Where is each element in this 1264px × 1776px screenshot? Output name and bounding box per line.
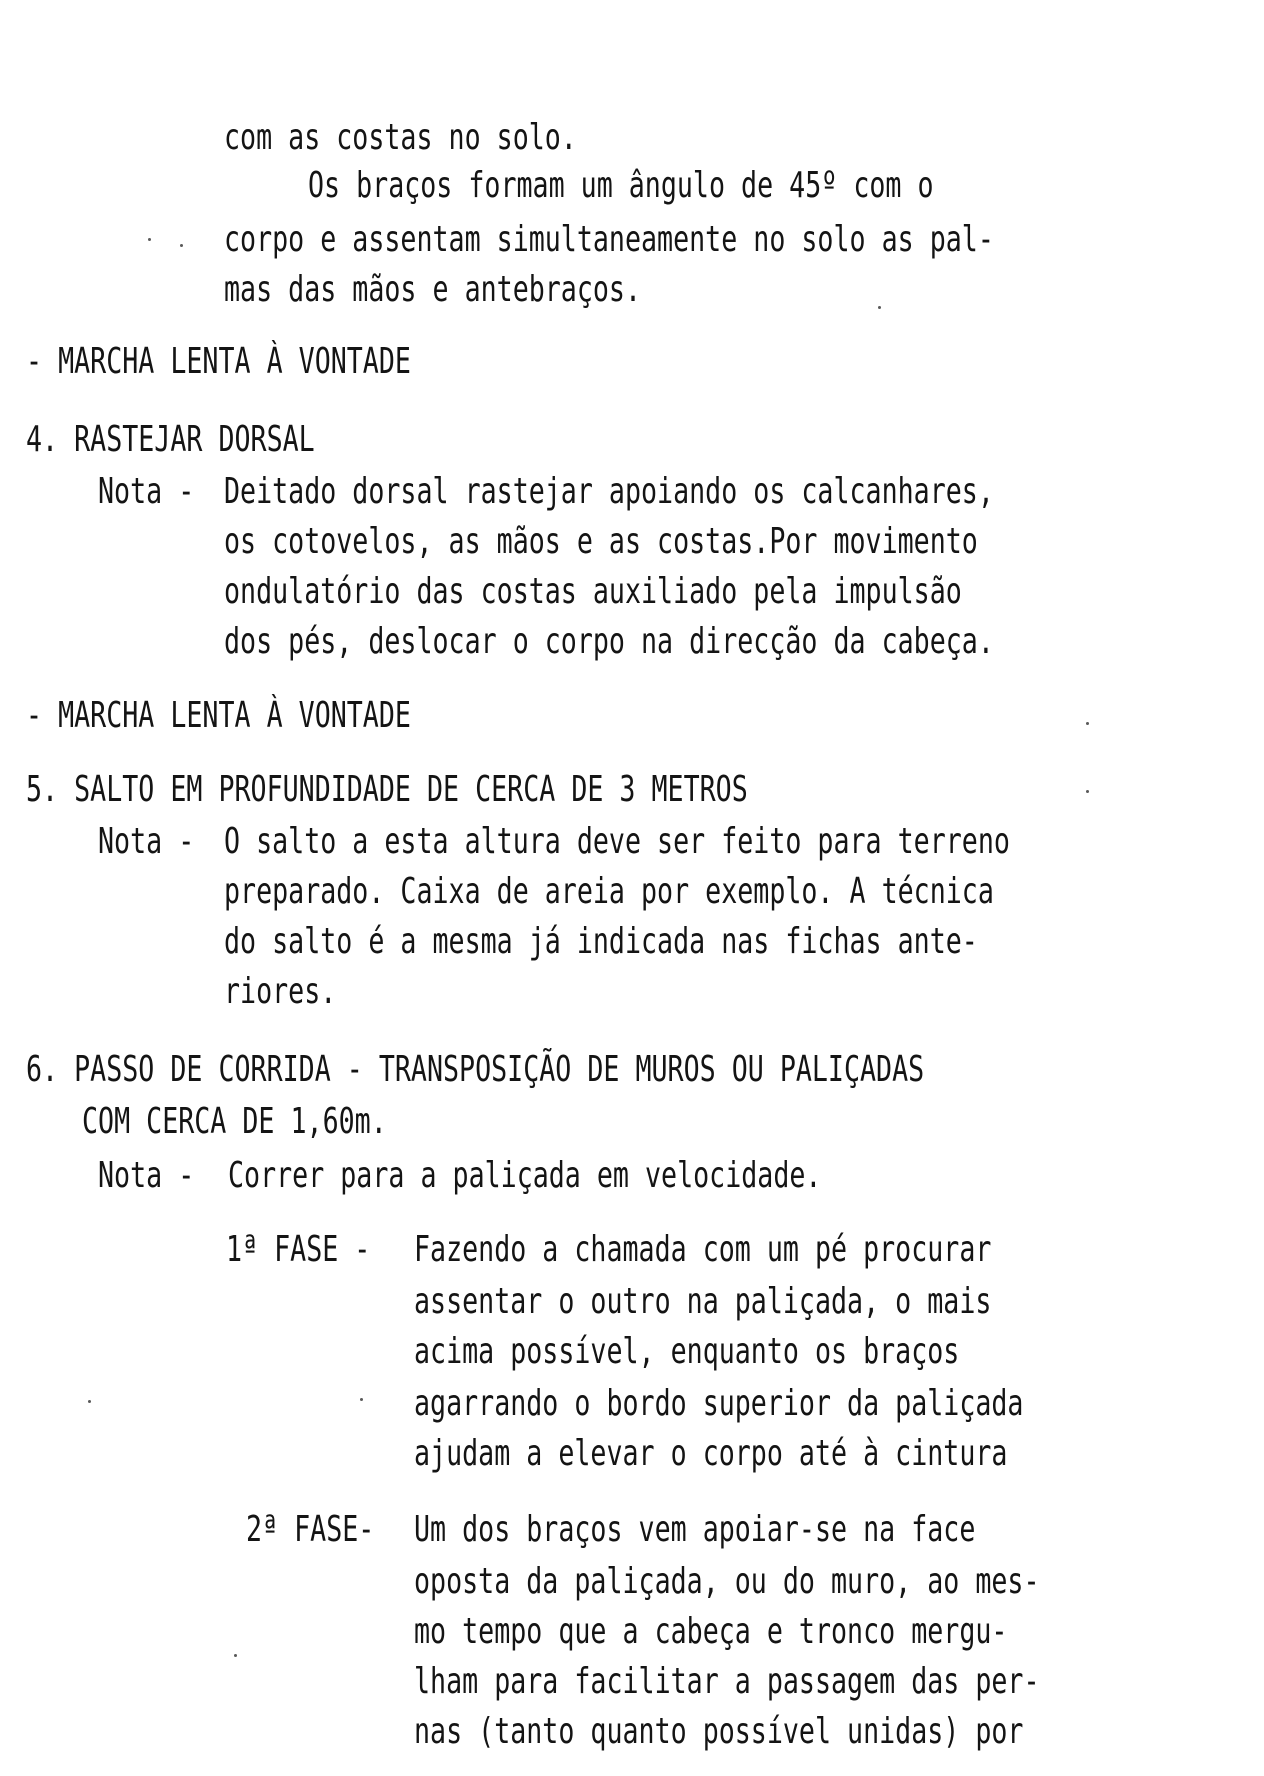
scan-speck [88,1400,91,1403]
section-6-heading-line-2: COM CERCA DE 1,60m. [82,1101,387,1142]
scan-speck [148,238,151,241]
march-instruction-2: - MARCHA LENTA À VONTADE [26,695,411,736]
scan-speck [1086,790,1089,793]
section-5-note-label: Nota - [98,821,195,862]
intro-line-2: Os braços formam um ângulo de 45º com o [308,165,934,206]
march-instruction-1: - MARCHA LENTA À VONTADE [26,341,411,382]
phase-1-label: 1ª FASE - [226,1229,371,1270]
section-5-note-line-1: O salto a esta altura deve ser feito para terreno [224,821,1010,862]
section-4-note-line-4: dos pés, deslocar o corpo na direcção da cabeça. [224,621,994,662]
phase-2-line-2: oposta da paliçada, ou do muro, ao mes- [414,1561,1040,1602]
section-6-note-label: Nota - [98,1155,195,1196]
section-4-heading: 4. RASTEJAR DORSAL [26,419,315,460]
scan-speck [360,1398,363,1401]
section-5-note-line-2: preparado. Caixa de areia por exemplo. A técnica [224,871,994,912]
section-6-heading-line-1: 6. PASSO DE CORRIDA - TRANSPOSIÇÃO DE MUROS OU PALIÇADAS [26,1049,925,1090]
phase-2-line-1: Um dos braços vem apoiar-se na face [414,1509,976,1550]
phase-1-line-2: assentar o outro na paliçada, o mais [414,1281,992,1322]
phase-1-line-4: agarrando o bordo superior da paliçada [414,1383,1024,1424]
phase-1-line-5: ajudam a elevar o corpo até à cintura [414,1433,1008,1474]
phase-2-line-5: nas (tanto quanto possível unidas) por [414,1711,1024,1752]
scan-speck [234,1654,237,1657]
section-4-note-label: Nota - [98,471,195,512]
phase-2-label: 2ª FASE- [246,1509,375,1550]
scan-speck [1086,722,1089,725]
section-5-note-line-3: do salto é a mesma já indicada nas fichas ante- [224,921,978,962]
phase-2-line-4: lham para facilitar a passagem das per- [414,1661,1040,1702]
intro-line-4: mas das mãos e antebraços. [224,269,642,310]
phase-1-line-3: acima possível, enquanto os braços [414,1331,960,1372]
intro-line-3: corpo e assentam simultaneamente no solo as pal- [224,219,994,260]
phase-2-line-3: mo tempo que a cabeça e tronco mergu- [414,1611,1008,1652]
section-4-note-line-2: os cotovelos, as mãos e as costas.Por movimento [224,521,978,562]
phase-1-line-1: Fazendo a chamada com um pé procurar [414,1229,992,1270]
scan-speck [180,244,183,247]
section-6-note-text: Correr para a paliçada em velocidade. [228,1155,822,1196]
scan-speck [878,306,881,309]
section-5-note-line-4: riores. [224,971,337,1012]
section-5-heading: 5. SALTO EM PROFUNDIDADE DE CERCA DE 3 METROS [26,769,748,810]
section-4-note-line-3: ondulatório das costas auxiliado pela impulsão [224,571,962,612]
intro-line-1: com as costas no solo. [224,117,577,158]
section-4-note-line-1: Deitado dorsal rastejar apoiando os calcanhares, [224,471,994,512]
